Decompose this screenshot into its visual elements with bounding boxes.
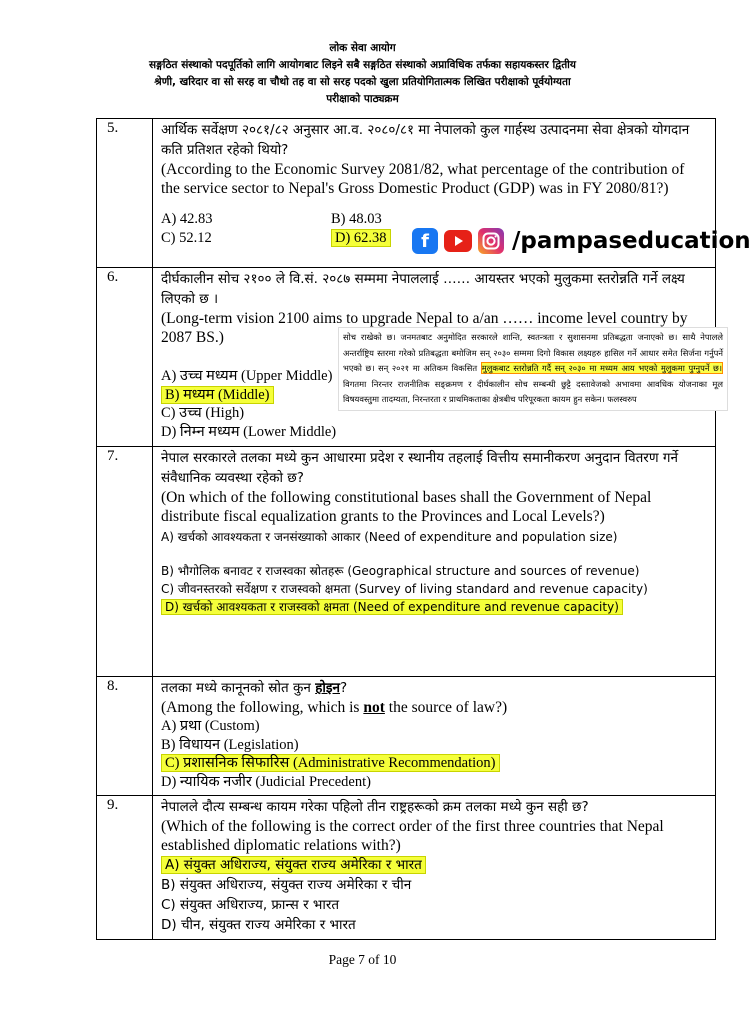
question-text-pre: (Among the following, which is bbox=[161, 699, 364, 716]
option-a: A) खर्चको आवश्यकता र जनसंख्याको आकार (Need of expenditure and population size) bbox=[161, 530, 618, 544]
document-header bbox=[0, 40, 725, 108]
question-text-nepali: नेपाल सरकारले तलका मध्ये कुन आधारमा प्रदेश र स्थानीय तहलाई वित्तीय समानीकरण अनुदान वितरण गर्ने संवैधानिक व्यवस्था रहेको छ? bbox=[161, 450, 678, 486]
option-c: C) जीवनस्तरको सर्वेक्षण र राजस्वको क्षमता (Survey of living standard and revenue capacity) bbox=[161, 582, 648, 596]
option-d: D) चीन, संयुक्त राज्य अमेरिका र भारत bbox=[161, 917, 356, 933]
option-d: D) निम्न मध्यम (Lower Middle) bbox=[161, 423, 337, 440]
option-c: C) संयुक्त अधिराज्य, फ्रान्स र भारत bbox=[161, 897, 340, 913]
question-number: 8. bbox=[97, 677, 153, 796]
header-line-1: लोक सेवा आयोग bbox=[329, 42, 396, 54]
option-c: C) उच्च (High) bbox=[161, 405, 245, 421]
option-d-answer: D) 62.38 bbox=[331, 229, 391, 247]
snippet-text-before: सोच राखेको छ। जनमतबाट अनुमोदित सरकारले शान्ति, स्वतन्त्रता र सुशासनमा प्रतिबद्धता जनाएको छ। साथै नेपालले अन्तर्राष्ट्रिय स्तरमा गरेको प्रतिबद्धता बमोजिम सन् २०३० सम्ममा दिगो विकास लक्ष्यहरु हासिल गर्ने आधार समेत सिर्जना गर्नुपर्ने भएको छ। सन् २०२१ मा अतिकम विकसित bbox=[343, 332, 723, 373]
youtube-icon bbox=[444, 230, 472, 252]
option-a: A) प्रथा (Custom) bbox=[161, 718, 260, 734]
question-text-nepali: नेपालले दौत्य सम्बन्ध कायम गरेका पहिलो तीन राष्ट्रहरूको क्रम तलका मध्ये कुन सही छ? bbox=[161, 799, 589, 815]
option-d: D) न्यायिक नजीर (Judicial Precedent) bbox=[161, 773, 371, 790]
option-b: B) संयुक्त अधिराज्य, संयुक्त राज्य अमेरिका र चीन bbox=[161, 877, 412, 893]
question-number: 6. bbox=[97, 268, 153, 447]
question-body bbox=[153, 447, 716, 677]
header-line-4: परीक्षाको पाठ्यक्रम bbox=[326, 93, 399, 105]
question-body bbox=[153, 796, 716, 940]
option-a-wrap bbox=[161, 855, 707, 875]
question-text-english: (On which of the following constitutional bases shall the Government of Nepal distribute fiscal equalization grants to the Provinces and Local Levels?) bbox=[161, 489, 652, 525]
options-list bbox=[161, 528, 707, 616]
option-c: C) 52.12 bbox=[161, 229, 212, 246]
question-text-nepali: आर्थिक सर्वेक्षण २०८१/८२ अनुसार आ.व. २०८०/८१ मा नेपालको कुल गार्हस्थ उत्पादनमा सेवा क्षेत्रको योगदान कति प्रतिशत रहेको थियो? bbox=[161, 122, 690, 158]
option-a: A) उच्च मध्यम (Upper Middle) bbox=[161, 368, 333, 384]
question-row bbox=[97, 677, 716, 796]
question-row bbox=[97, 447, 716, 677]
options-list bbox=[161, 717, 707, 791]
facebook-icon: f bbox=[412, 228, 438, 254]
question-text-nepali bbox=[161, 678, 707, 698]
snippet-text-after: विगतमा निरन्तर राजनीतिक सङ्क्रमण र दीर्घकालीन सोच सम्बन्धी छुट्टै दस्तावेजको अभावमा आवधिक योजनाका मूल विषयवस्तुमा तादम्यता, निरन्तरता र प्राथमिकताका क्षेत्रबीच परिपूरकता कायम हुन सकेन। फलस्वरुप bbox=[343, 378, 723, 404]
option-b-answer: B) मध्यम (Middle) bbox=[161, 386, 274, 404]
option-b: B) विधायन (Legislation) bbox=[161, 736, 299, 753]
option-c-answer: C) प्रशासनिक सिफारिस (Administrative Recommendation) bbox=[161, 754, 500, 772]
question-number: 9. bbox=[97, 796, 153, 940]
question-body bbox=[153, 677, 716, 796]
page-number: Page 7 of 10 bbox=[328, 952, 397, 967]
question-number: 5. bbox=[97, 119, 153, 268]
question-emphasis: not bbox=[363, 699, 385, 716]
question-row bbox=[97, 796, 716, 940]
option-c-wrap bbox=[161, 754, 707, 773]
snippet-highlight: मुलुकबाट स्तरोन्नति गर्दै सन् २०३० मा मध्यम आय भएको मुलुकमा पुग्नुपर्ने छ। bbox=[481, 363, 723, 373]
question-text-english: (Long-term vision 2100 aims to upgrade Nepal to a/an …… income level country by 2087 BS.) bbox=[161, 310, 688, 346]
option-b: B) 48.03 bbox=[331, 211, 382, 227]
option-d-answer: D) खर्चको आवश्यकता र राजस्वको क्षमता (Need of expenditure and revenue capacity) bbox=[161, 599, 623, 615]
option-a-answer: A) संयुक्त अधिराज्य, संयुक्त राज्य अमेरिका र भारत bbox=[161, 856, 426, 874]
option-d-wrap bbox=[161, 598, 707, 616]
instagram-icon bbox=[478, 228, 504, 254]
question-text-post: ? bbox=[339, 680, 348, 696]
header-line-3: श्रेणी, खरिदार वा सो सरह वा चौथो तह वा सो सरह पदको खुला प्रतियोगितात्मक लिखित परीक्षाको पूर्वयोग्यता bbox=[154, 76, 571, 88]
header-line-2: सङ्गठित संस्थाको पदपूर्तिको लागि आयोगबाट लिइने सबै सङ्गठित संस्थाको अप्राविधिक तर्फका सहायकस्तर द्वितीय bbox=[148, 59, 576, 71]
social-watermark bbox=[412, 228, 751, 254]
question-text-nepali: दीर्घकालीन सोच २१०० ले वि.सं. २०८७ सम्ममा नेपाललाई …… आयस्तर भएको मुलुकमा स्तरोन्नति गर्ने लक्ष्य लिएको छ । bbox=[161, 271, 685, 307]
question-emphasis: होइन bbox=[315, 680, 340, 696]
question-text-english: (Which of the following is the correct order of the first three countries that Nepal established diplomatic relations with?) bbox=[161, 818, 664, 854]
question-number: 7. bbox=[97, 447, 153, 677]
question-text-english: (According to the Economic Survey 2081/82, what percentage of the contribution of the service sector to Nepal's Gross Domestic Product (GDP) was in FY 2080/81?) bbox=[161, 161, 685, 197]
question-text-post: the source of law?) bbox=[384, 699, 508, 716]
reference-snippet bbox=[338, 327, 728, 411]
question-text-pre: तलका मध्ये कानूनको स्रोत कुन bbox=[161, 680, 316, 696]
social-handle: /pampaseducation bbox=[512, 228, 751, 254]
option-a: A) 42.83 bbox=[161, 211, 213, 227]
option-b: B) भौगोलिक बनावट र राजस्वका स्रोतहरू (Geographical structure and sources of revenue) bbox=[161, 564, 640, 578]
question-text-english bbox=[161, 698, 707, 717]
options-list bbox=[161, 855, 707, 935]
